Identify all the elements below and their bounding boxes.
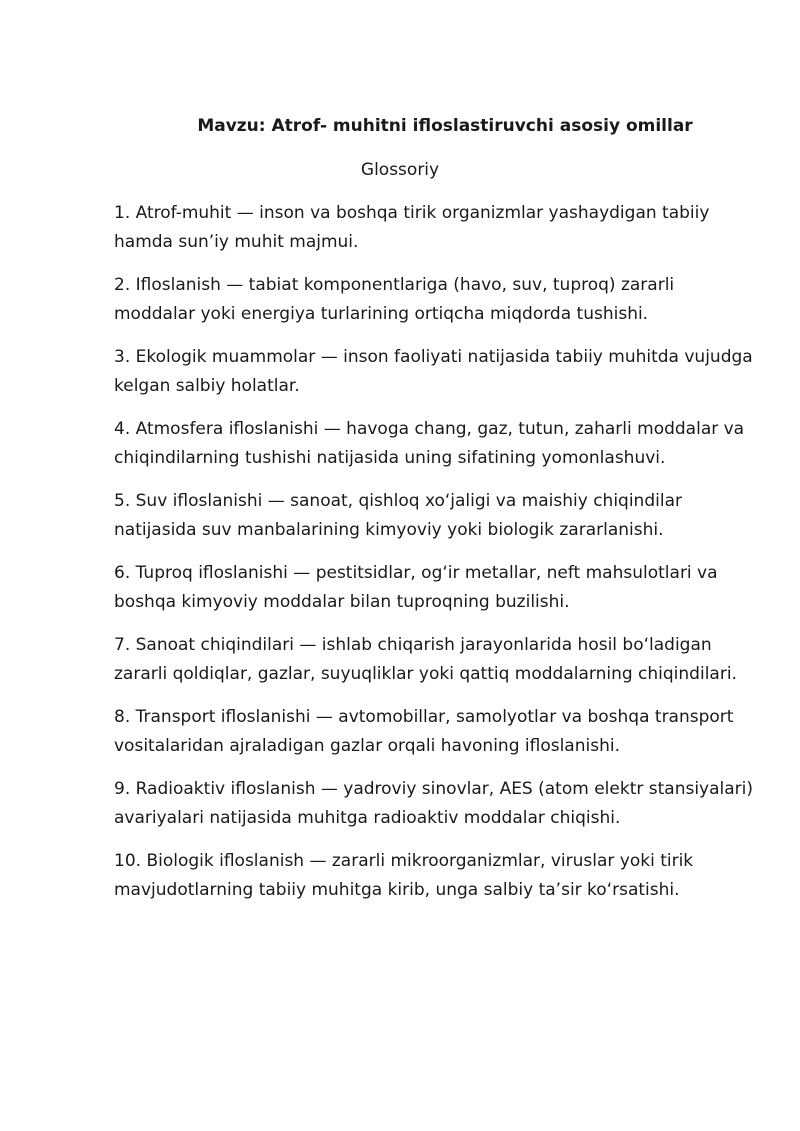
glossary-entry-10: 10. Biologik ifloslanish — zararli mikroorganizmlar, viruslar yoki tirik mavjudotlarning tabiiy muhitga kirib, unga salbiy ta’sir ko‘rsatishi. [114, 851, 694, 900]
glossary-entry-4: 4. Atmosfera ifloslanishi — havoga chang, gaz, tutun, zaharli moddalar va chiqindilarning tushishi natijasida uning sifatining yomonlashuvi. [114, 419, 745, 468]
glossary-entry-5: 5. Suv ifloslanishi — sanoat, qishloq xo‘jaligi va maishiy chiqindilar natijasida suv manbalarining kimyoviy yoki biologik zararlanishi. [114, 491, 682, 540]
document-title: Mavzu: Atrof- muhitni ifloslastiruvchi asosiy omillar [197, 116, 693, 136]
glossary-list [114, 199, 754, 919]
glossary-entry-3: 3. Ekologik muammolar — inson faoliyati natijasida tabiiy muhitda vujudga kelgan salbiy holatlar. [114, 347, 753, 396]
glossary-entry-1: 1. Atrof-muhit — inson va boshqa tirik organizmlar yashaydigan tabiiy hamda sun’iy muhit majmui. [114, 203, 710, 252]
glossary-entry-6: 6. Tuproq ifloslanishi — pestitsidlar, og‘ir metallar, neft mahsulotlari va boshqa kimyoviy moddalar bilan tuproqning buzilishi. [114, 563, 718, 612]
glossary-entry-7: 7. Sanoat chiqindilari — ishlab chiqarish jarayonlarida hosil bo‘ladigan zararli qoldiqlar, gazlar, suyuqliklar yoki qattiq moddalarning chiqindilari. [114, 635, 737, 684]
glossary-entry-9: 9. Radioaktiv ifloslanish — yadroviy sinovlar, AES (atom elektr stansiyalari) avariyalari natijasida muhitga radioaktiv moddalar chiqishi. [114, 779, 754, 828]
glossary-entry-8: 8. Transport ifloslanishi — avtomobillar, samolyotlar va boshqa transport vositalaridan ajraladigan gazlar orqali havoning ifloslanishi. [114, 707, 734, 756]
document-subtitle: Glossoriy [360, 160, 440, 180]
glossary-entry-2: 2. Ifloslanish — tabiat komponentlariga (havo, suv, tuproq) zararli moddalar yoki energiya turlarining ortiqcha miqdorda tushishi. [114, 275, 675, 324]
